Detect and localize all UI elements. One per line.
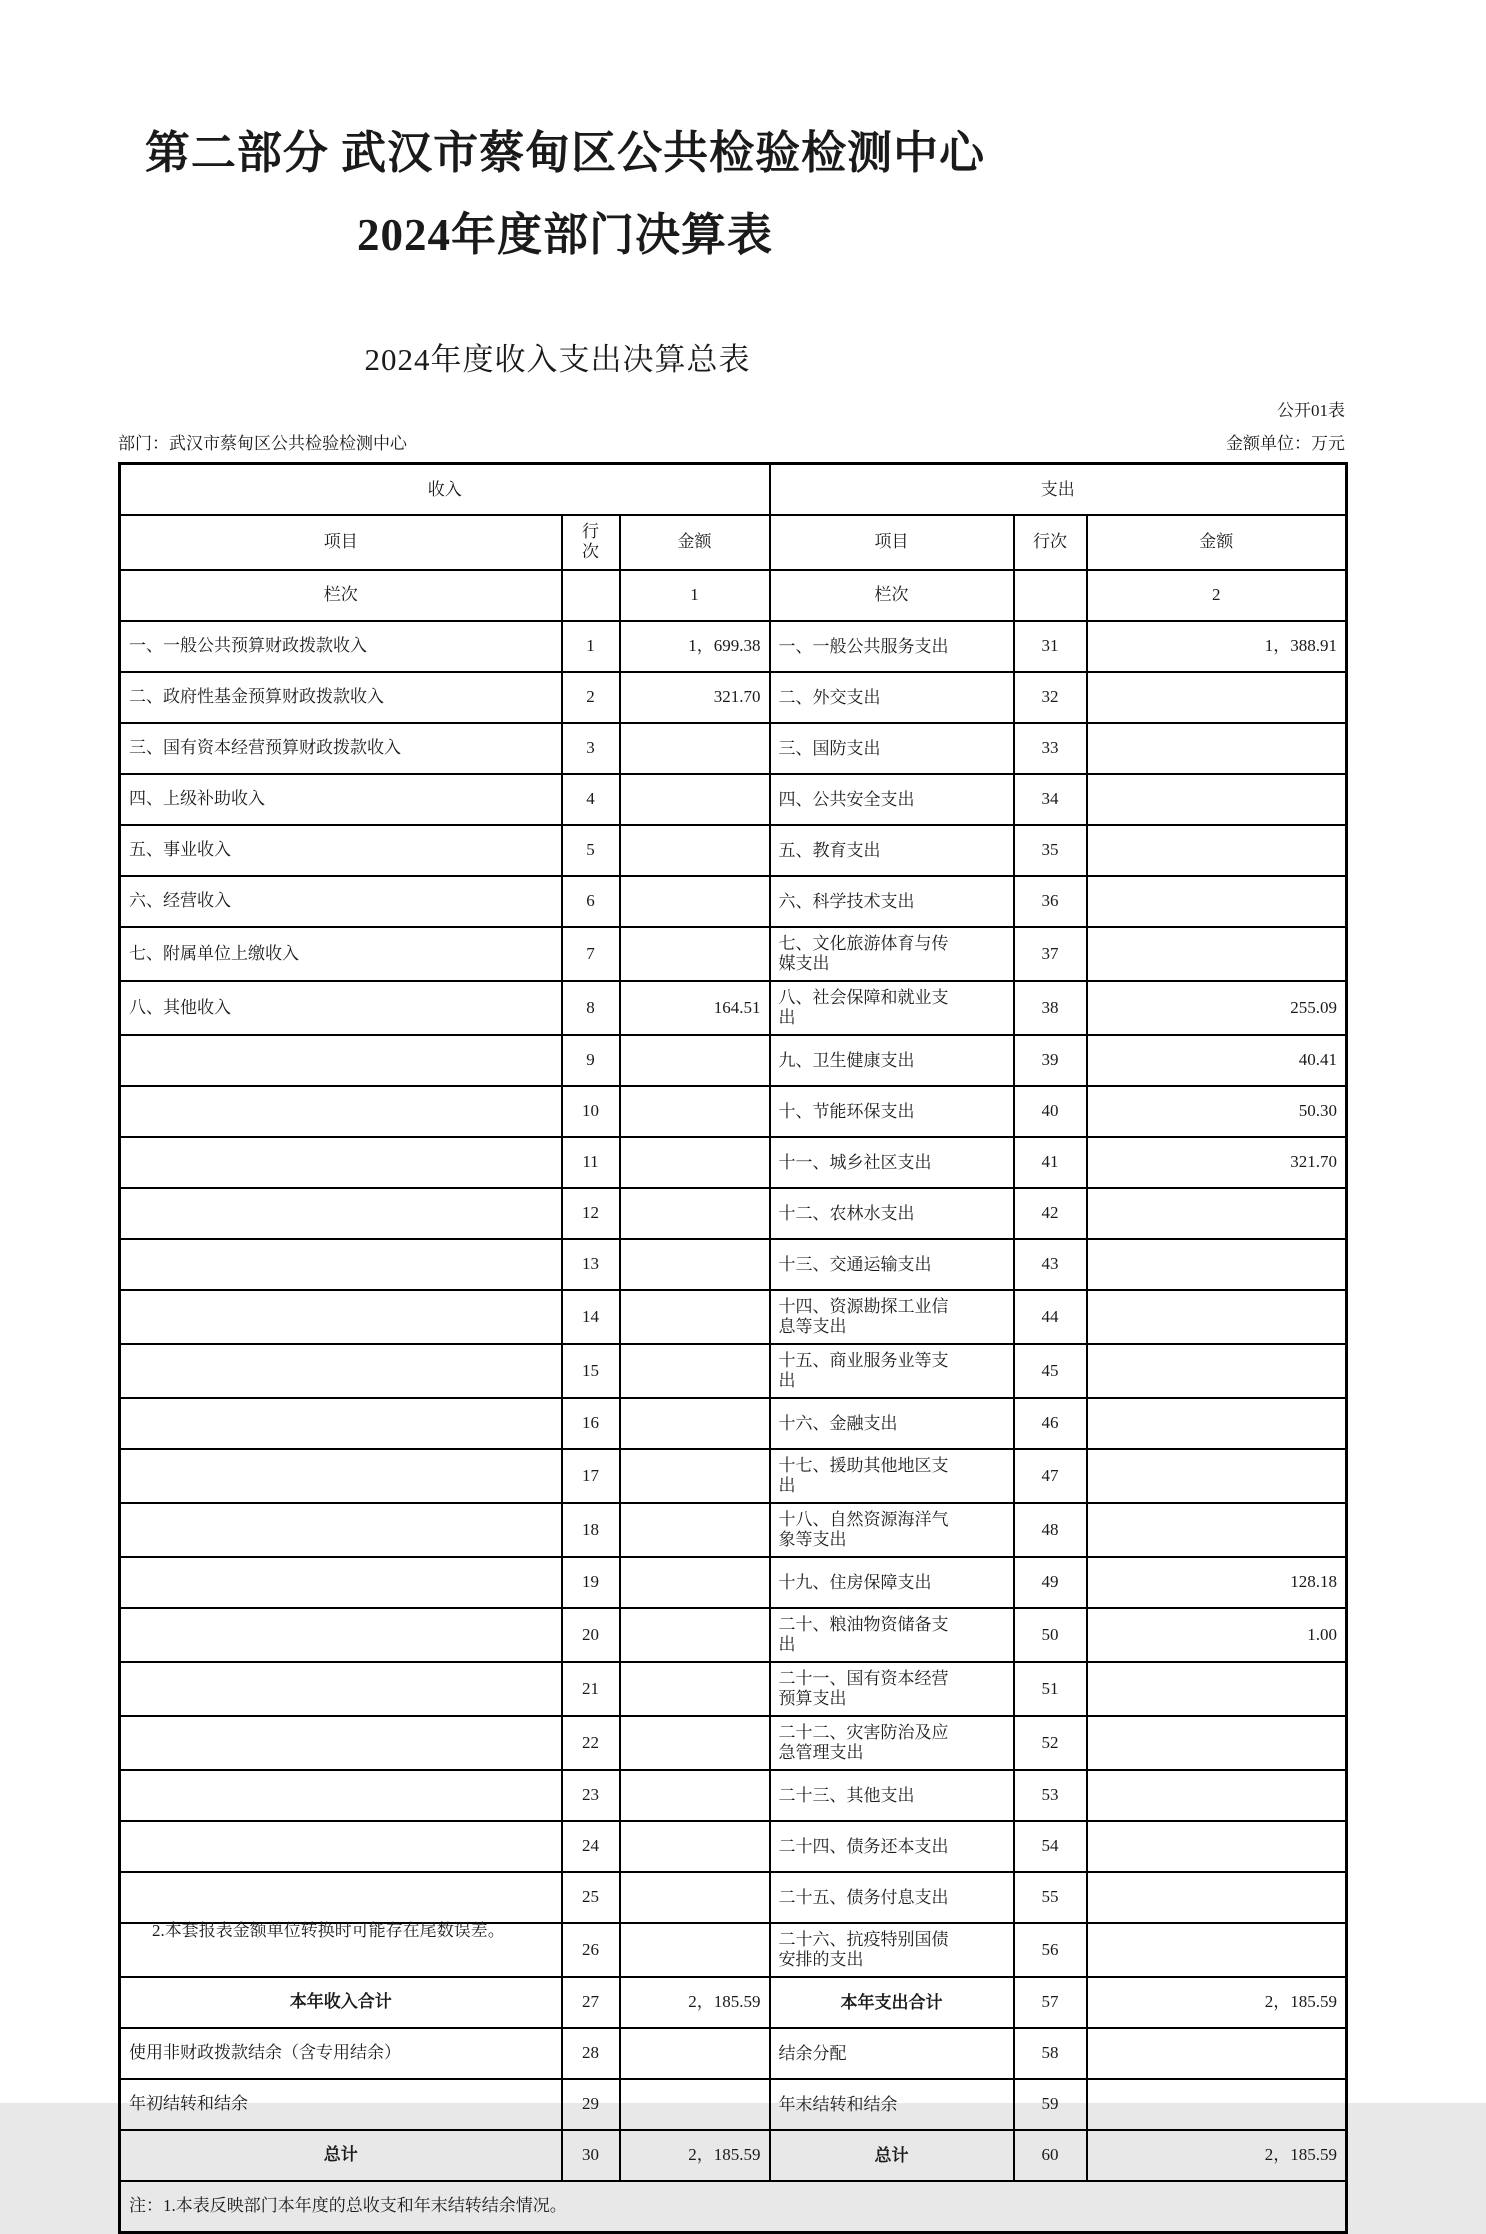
income-rowno-cell: 15 <box>562 1344 620 1398</box>
expense-rowno-cell: 47 <box>1014 1449 1087 1503</box>
expense-item-cell: 八、社会保障和就业支出 <box>770 981 1014 1035</box>
expense-amount-cell: 321.70 <box>1087 1137 1347 1188</box>
income-amount-cell <box>620 1188 770 1239</box>
expense-index-blank <box>1014 570 1087 621</box>
income-index-label: 栏次 <box>120 570 562 621</box>
table-body <box>120 621 1347 2181</box>
expense-rowno-header: 行次 <box>1014 515 1087 570</box>
expense-amount-header: 金额 <box>1087 515 1347 570</box>
income-amount-cell <box>620 1716 770 1770</box>
income-item-cell <box>120 1344 562 1398</box>
expense-rowno-cell: 39 <box>1014 1035 1087 1086</box>
expense-item-cell: 结余分配 <box>770 2028 1014 2079</box>
income-item-cell <box>120 1035 562 1086</box>
expense-item-cell: 十一、城乡社区支出 <box>770 1137 1014 1188</box>
income-rowno-cell: 1 <box>562 621 620 672</box>
income-amount-cell <box>620 723 770 774</box>
expense-amount-cell <box>1087 1503 1347 1557</box>
income-amount-cell <box>620 2028 770 2079</box>
income-item-cell: 一、一般公共预算财政拨款收入 <box>120 621 562 672</box>
income-rowno-cell: 24 <box>562 1821 620 1872</box>
income-rowno-header: 行次 <box>562 515 620 570</box>
expense-item-cell: 九、卫生健康支出 <box>770 1035 1014 1086</box>
table-row <box>120 1662 1347 1716</box>
expense-item-cell: 本年支出合计 <box>770 1977 1014 2028</box>
page-title-line2: 2024年度部门决算表 <box>356 210 773 260</box>
expense-item-cell: 六、科学技术支出 <box>770 876 1014 927</box>
table-row <box>120 774 1347 825</box>
income-rowno-cell: 7 <box>562 927 620 981</box>
expense-rowno-cell: 57 <box>1014 1977 1087 2028</box>
income-amount-cell <box>620 1662 770 1716</box>
expense-amount-cell <box>1087 1923 1347 1977</box>
table-row <box>120 981 1347 1035</box>
expense-item-cell: 十、节能环保支出 <box>770 1086 1014 1137</box>
income-item-cell: 七、附属单位上缴收入 <box>120 927 562 981</box>
income-item-cell: 三、国有资本经营预算财政拨款收入 <box>120 723 562 774</box>
expense-amount-cell: 1.00 <box>1087 1608 1347 1662</box>
income-col-index: 1 <box>620 570 770 621</box>
expense-rowno-cell: 59 <box>1014 2079 1087 2130</box>
note-row <box>120 2181 1347 2233</box>
expense-amount-cell <box>1087 1290 1347 1344</box>
income-amount-cell <box>620 1035 770 1086</box>
income-rowno-cell: 16 <box>562 1398 620 1449</box>
table-row <box>120 1770 1347 1821</box>
expense-rowno-cell: 37 <box>1014 927 1087 981</box>
income-rowno-cell: 28 <box>562 2028 620 2079</box>
table-row <box>120 2130 1347 2181</box>
expense-rowno-cell: 36 <box>1014 876 1087 927</box>
expense-amount-cell: 40.41 <box>1087 1035 1347 1086</box>
income-item-cell <box>120 1398 562 1449</box>
income-index-blank <box>562 570 620 621</box>
expense-item-cell: 二、外交支出 <box>770 672 1014 723</box>
expense-amount-cell <box>1087 2079 1347 2130</box>
income-amount-cell <box>620 1503 770 1557</box>
income-amount-cell: 1，699.38 <box>620 621 770 672</box>
expense-amount-cell <box>1087 1662 1347 1716</box>
income-rowno-cell: 21 <box>562 1662 620 1716</box>
page-title-line1: 第二部分 武汉市蔡甸区公共检验检测中心 <box>144 128 986 178</box>
income-item-cell <box>120 1086 562 1137</box>
expense-amount-cell <box>1087 774 1347 825</box>
page-title <box>0 112 1130 276</box>
expense-amount-cell <box>1087 1398 1347 1449</box>
expense-amount-cell <box>1087 1344 1347 1398</box>
expense-item-cell: 二十、粮油物资储备支出 <box>770 1608 1014 1662</box>
table-row <box>120 1188 1347 1239</box>
expense-rowno-cell: 54 <box>1014 1821 1087 1872</box>
expense-rowno-cell: 41 <box>1014 1137 1087 1188</box>
income-item-cell: 六、经营收入 <box>120 876 562 927</box>
table-code-label: 公开01表 <box>1277 401 1345 420</box>
expense-rowno-cell: 58 <box>1014 2028 1087 2079</box>
income-item-cell: 本年收入合计 <box>120 1977 562 2028</box>
income-item-cell: 总计 <box>120 2130 562 2181</box>
expense-rowno-cell: 38 <box>1014 981 1087 1035</box>
expense-item-header: 项目 <box>770 515 1014 570</box>
expense-item-cell: 三、国防支出 <box>770 723 1014 774</box>
expense-item-cell: 十四、资源勘探工业信息等支出 <box>770 1290 1014 1344</box>
expense-amount-cell <box>1087 723 1347 774</box>
income-amount-cell: 2，185.59 <box>620 2130 770 2181</box>
expense-amount-cell: 255.09 <box>1087 981 1347 1035</box>
table-row <box>120 2028 1347 2079</box>
expense-item-cell: 十七、援助其他地区支出 <box>770 1449 1014 1503</box>
department-label: 部门：武汉市蔡甸区公共检验检测中心 <box>118 434 407 453</box>
footnote: 2.本套报表金额单位转换时可能存在尾数误差。 <box>152 1921 505 1940</box>
income-item-header: 项目 <box>120 515 562 570</box>
expense-amount-cell <box>1087 1449 1347 1503</box>
expense-amount-cell <box>1087 825 1347 876</box>
income-amount-cell <box>620 1137 770 1188</box>
income-amount-cell: 321.70 <box>620 672 770 723</box>
column-index-row <box>120 570 1347 621</box>
income-rowno-cell: 6 <box>562 876 620 927</box>
income-item-cell <box>120 1662 562 1716</box>
income-rowno-cell: 4 <box>562 774 620 825</box>
expense-item-cell: 十三、交通运输支出 <box>770 1239 1014 1290</box>
table-row <box>120 1977 1347 2028</box>
income-rowno-cell: 27 <box>562 1977 620 2028</box>
income-rowno-cell: 18 <box>562 1503 620 1557</box>
expense-item-cell: 二十六、抗疫特别国债安排的支出 <box>770 1923 1014 1977</box>
expense-item-cell: 二十四、债务还本支出 <box>770 1821 1014 1872</box>
meta-line <box>118 429 1345 454</box>
income-item-cell: 四、上级补助收入 <box>120 774 562 825</box>
income-amount-cell <box>620 1449 770 1503</box>
income-item-cell <box>120 1770 562 1821</box>
expense-amount-cell <box>1087 672 1347 723</box>
income-amount-header: 金额 <box>620 515 770 570</box>
expense-rowno-cell: 43 <box>1014 1239 1087 1290</box>
income-amount-cell <box>620 1086 770 1137</box>
expense-rowno-cell: 34 <box>1014 774 1087 825</box>
expense-item-cell: 二十一、国有资本经营预算支出 <box>770 1662 1014 1716</box>
expense-amount-cell: 2，185.59 <box>1087 2130 1347 2181</box>
income-amount-cell <box>620 1398 770 1449</box>
table-row <box>120 1239 1347 1290</box>
expense-item-cell: 二十五、债务付息支出 <box>770 1872 1014 1923</box>
income-item-cell: 二、政府性基金预算财政拨款收入 <box>120 672 562 723</box>
income-amount-cell: 2，185.59 <box>620 1977 770 2028</box>
expense-item-cell: 一、一般公共服务支出 <box>770 621 1014 672</box>
expense-item-cell: 十二、农林水支出 <box>770 1188 1014 1239</box>
income-amount-cell <box>620 774 770 825</box>
expense-col-index: 2 <box>1087 570 1347 621</box>
expense-rowno-cell: 32 <box>1014 672 1087 723</box>
unit-label: 金额单位：万元 <box>1226 434 1345 453</box>
table-row <box>120 825 1347 876</box>
income-item-cell <box>120 1188 562 1239</box>
income-item-cell <box>120 1821 562 1872</box>
income-amount-cell <box>620 927 770 981</box>
table-row <box>120 1398 1347 1449</box>
expense-rowno-cell: 42 <box>1014 1188 1087 1239</box>
expense-amount-cell: 1，388.91 <box>1087 621 1347 672</box>
table-row <box>120 1137 1347 1188</box>
income-rowno-cell: 19 <box>562 1557 620 1608</box>
expense-rowno-cell: 56 <box>1014 1923 1087 1977</box>
expense-section-header: 支出 <box>770 464 1347 516</box>
income-item-cell: 五、事业收入 <box>120 825 562 876</box>
expense-rowno-cell: 55 <box>1014 1872 1087 1923</box>
table-row <box>120 1290 1347 1344</box>
income-item-cell <box>120 1503 562 1557</box>
income-item-cell <box>120 1239 562 1290</box>
income-rowno-cell: 2 <box>562 672 620 723</box>
expense-rowno-cell: 60 <box>1014 2130 1087 2181</box>
table-row <box>120 1503 1347 1557</box>
income-item-cell <box>120 1557 562 1608</box>
income-item-cell: 八、其他收入 <box>120 981 562 1035</box>
expense-amount-cell <box>1087 2028 1347 2079</box>
income-item-cell <box>120 1137 562 1188</box>
expense-item-cell: 十九、住房保障支出 <box>770 1557 1014 1608</box>
income-rowno-cell: 5 <box>562 825 620 876</box>
expense-amount-cell: 50.30 <box>1087 1086 1347 1137</box>
column-header-row <box>120 515 1347 570</box>
expense-rowno-cell: 53 <box>1014 1770 1087 1821</box>
table-row <box>120 1821 1347 1872</box>
expense-item-cell: 十五、商业服务业等支出 <box>770 1344 1014 1398</box>
expense-rowno-cell: 45 <box>1014 1344 1087 1398</box>
expense-rowno-cell: 44 <box>1014 1290 1087 1344</box>
table-row <box>120 672 1347 723</box>
expense-item-cell: 二十二、灾害防治及应急管理支出 <box>770 1716 1014 1770</box>
income-amount-cell <box>620 1557 770 1608</box>
income-rowno-cell: 22 <box>562 1716 620 1770</box>
expense-item-cell: 十六、金融支出 <box>770 1398 1014 1449</box>
expense-amount-cell <box>1087 1239 1347 1290</box>
income-item-cell <box>120 1608 562 1662</box>
income-amount-cell <box>620 1290 770 1344</box>
table-title: 2024年度收入支出决算总表 <box>364 342 751 377</box>
table-row <box>120 1449 1347 1503</box>
table-row <box>120 1716 1347 1770</box>
expense-amount-cell <box>1087 927 1347 981</box>
budget-table <box>118 462 1348 2234</box>
expense-item-cell: 十八、自然资源海洋气象等支出 <box>770 1503 1014 1557</box>
income-amount-cell <box>620 1872 770 1923</box>
expense-item-cell: 四、公共安全支出 <box>770 774 1014 825</box>
income-amount-cell <box>620 1770 770 1821</box>
expense-rowno-cell: 48 <box>1014 1503 1087 1557</box>
expense-rowno-cell: 52 <box>1014 1716 1087 1770</box>
table-row <box>120 723 1347 774</box>
table-row <box>120 1086 1347 1137</box>
expense-amount-cell <box>1087 1821 1347 1872</box>
income-rowno-cell: 20 <box>562 1608 620 1662</box>
income-rowno-cell: 3 <box>562 723 620 774</box>
income-amount-cell: 164.51 <box>620 981 770 1035</box>
expense-index-label: 栏次 <box>770 570 1014 621</box>
income-rowno-cell: 9 <box>562 1035 620 1086</box>
income-amount-cell <box>620 1239 770 1290</box>
income-item-cell: 年初结转和结余 <box>120 2079 562 2130</box>
expense-amount-cell: 128.18 <box>1087 1557 1347 1608</box>
income-rowno-cell: 23 <box>562 1770 620 1821</box>
income-item-cell <box>120 1449 562 1503</box>
income-item-cell <box>120 1290 562 1344</box>
income-rowno-cell: 29 <box>562 2079 620 2130</box>
income-amount-cell <box>620 1608 770 1662</box>
expense-rowno-cell: 49 <box>1014 1557 1087 1608</box>
income-amount-cell <box>620 1821 770 1872</box>
income-rowno-cell: 11 <box>562 1137 620 1188</box>
income-rowno-cell: 10 <box>562 1086 620 1137</box>
table-row <box>120 927 1347 981</box>
table-row <box>120 2079 1347 2130</box>
section-header-row <box>120 464 1347 516</box>
table-row <box>120 1344 1347 1398</box>
income-item-cell: 使用非财政拨款结余（含专用结余） <box>120 2028 562 2079</box>
expense-amount-cell <box>1087 1188 1347 1239</box>
expense-item-cell: 五、教育支出 <box>770 825 1014 876</box>
expense-amount-cell <box>1087 1872 1347 1923</box>
income-rowno-cell: 25 <box>562 1872 620 1923</box>
income-rowno-cell: 30 <box>562 2130 620 2181</box>
income-rowno-cell: 12 <box>562 1188 620 1239</box>
expense-rowno-cell: 40 <box>1014 1086 1087 1137</box>
expense-rowno-cell: 46 <box>1014 1398 1087 1449</box>
table-row <box>120 1035 1347 1086</box>
income-section-header: 收入 <box>120 464 770 516</box>
table-row <box>120 621 1347 672</box>
expense-item-cell: 年末结转和结余 <box>770 2079 1014 2130</box>
income-rowno-cell: 14 <box>562 1290 620 1344</box>
expense-rowno-cell: 35 <box>1014 825 1087 876</box>
expense-rowno-cell: 31 <box>1014 621 1087 672</box>
income-amount-cell <box>620 1344 770 1398</box>
income-rowno-cell: 26 <box>562 1923 620 1977</box>
table-row <box>120 876 1347 927</box>
table-note: 注：1.本表反映部门本年度的总收支和年末结转结余情况。 <box>120 2181 1347 2233</box>
expense-amount-cell <box>1087 876 1347 927</box>
expense-item-cell: 七、文化旅游体育与传媒支出 <box>770 927 1014 981</box>
income-amount-cell <box>620 1923 770 1977</box>
income-amount-cell <box>620 825 770 876</box>
expense-amount-cell: 2，185.59 <box>1087 1977 1347 2028</box>
income-amount-cell <box>620 876 770 927</box>
income-rowno-cell: 8 <box>562 981 620 1035</box>
expense-item-cell: 二十三、其他支出 <box>770 1770 1014 1821</box>
table-row <box>120 1557 1347 1608</box>
income-rowno-cell: 17 <box>562 1449 620 1503</box>
income-rowno-cell: 13 <box>562 1239 620 1290</box>
income-amount-cell <box>620 2079 770 2130</box>
expense-amount-cell <box>1087 1770 1347 1821</box>
expense-rowno-cell: 50 <box>1014 1608 1087 1662</box>
expense-item-cell: 总计 <box>770 2130 1014 2181</box>
expense-rowno-cell: 33 <box>1014 723 1087 774</box>
expense-amount-cell <box>1087 1716 1347 1770</box>
income-item-cell <box>120 1716 562 1770</box>
expense-rowno-cell: 51 <box>1014 1662 1087 1716</box>
table-row <box>120 1608 1347 1662</box>
